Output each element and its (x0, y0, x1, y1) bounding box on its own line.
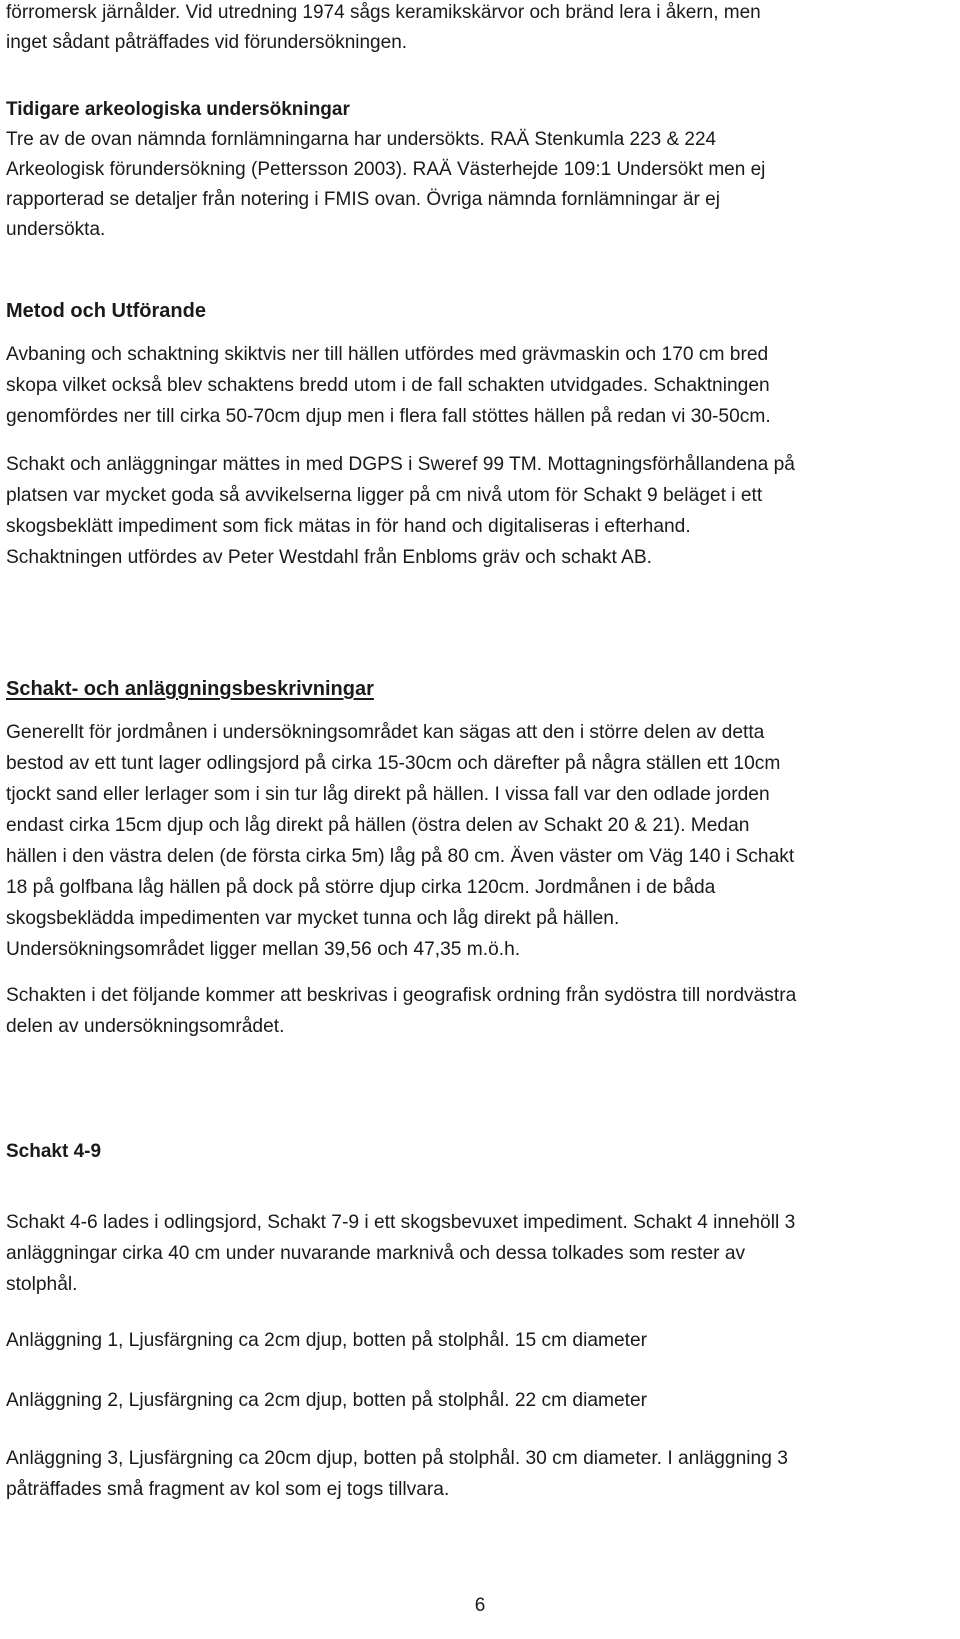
text-line: skogsbeklätt impediment som fick mätas in för hand och digitaliseras i efterhand. (6, 516, 691, 537)
text-line: skopa vilket också blev schaktens bredd utom i de fall schakten utvidgades. Schaktningen (6, 375, 770, 396)
text-line: Avbaning och schaktning skiktvis ner till hällen utfördes med grävmaskin och 170 cm bred (6, 344, 769, 365)
text-line: rapporterad se detaljer från notering i FMIS ovan. Övriga nämnda fornlämningar är ej (6, 189, 720, 210)
text-line: påträffades små fragment av kol som ej togs tillvara. (6, 1479, 450, 1500)
schakt-4-9-paragraph (6, 1207, 954, 1300)
text-line: Schakten i det följande kommer att beskrivas i geografisk ordning från sydöstra till nordvästra (6, 985, 797, 1006)
text-line: hällen i den västra delen (de första cirka 5m) låg på 80 cm. Även väster om Väg 140 i Schakt (6, 846, 795, 867)
descriptions-paragraph-1 (6, 717, 954, 965)
method-paragraph-2 (6, 449, 954, 573)
text-line: Arkeologisk förundersökning (Pettersson 2003). RAÄ Västerhejde 109:1 Undersökt men ej (6, 159, 766, 180)
feature-3-paragraph (6, 1443, 954, 1505)
method-heading: Metod och Utförande (6, 300, 206, 322)
descriptions-heading-text: Schakt- och anläggningsbeskrivningar (6, 678, 374, 700)
text-line: bestod av ett tunt lager odlingsjord på cirka 15-30cm och därefter på några ställen ett 10cm (6, 753, 781, 774)
descriptions-paragraph-2 (6, 980, 954, 1042)
text-line: skogsbeklädda impedimenten var mycket tunna och låg direkt på hällen. (6, 908, 620, 929)
text-line: anläggningar cirka 40 cm under nuvarande marknivå och dessa tolkades som rester av (6, 1243, 746, 1264)
descriptions-heading (6, 674, 954, 704)
feature-2-line: Anläggning 2, Ljusfärgning ca 2cm djup, botten på stolphål. 22 cm diameter (6, 1390, 648, 1411)
text-line: tjockt sand eller lerlager som i sin tur låg direkt på hällen. I vissa fall var den odlade jorden (6, 784, 770, 805)
text-line: förromersk järnålder. Vid utredning 1974 sågs keramikskärvor och bränd lera i åkern, men (6, 2, 761, 23)
page-number: 6 (474, 1595, 486, 1616)
text-line: Undersökningsområdet ligger mellan 39,56 och 47,35 m.ö.h. (6, 939, 521, 960)
text-line: Schaktningen utfördes av Peter Westdahl från Enbloms gräv och schakt AB. (6, 547, 652, 568)
section-heading: Tidigare arkeologiska undersökningar (6, 99, 350, 120)
text-line: delen av undersökningsområdet. (6, 1016, 285, 1037)
text-line: Tre av de ovan nämnda fornlämningarna har undersökts. RAÄ Stenkumla 223 & 224 (6, 129, 717, 150)
previous-investigations-section (6, 95, 954, 245)
text-line: undersökta. (6, 219, 106, 240)
text-line: stolphål. (6, 1274, 78, 1295)
text-line: Schakt och anläggningar mättes in med DGPS i Sweref 99 TM. Mottagningsförhållandena på (6, 454, 795, 475)
text-line: 18 på golfbana låg hällen på dock på större djup cirka 120cm. Jordmånen i de båda (6, 877, 716, 898)
text-line: endast cirka 15cm djup och låg direkt på hällen (östra delen av Schakt 20 & 21). Medan (6, 815, 750, 836)
text-line: genomfördes ner till cirka 50-70cm djup men i flera fall stöttes hällen på redan vi 30-50cm. (6, 406, 771, 427)
text-line: Schakt 4-6 lades i odlingsjord, Schakt 7-9 i ett skogsbevuxet impediment. Schakt 4 innehöll 3 (6, 1212, 796, 1233)
schakt-4-9-heading: Schakt 4-9 (6, 1141, 102, 1162)
intro-paragraph (6, 0, 954, 58)
text-line: platsen var mycket goda så avvikelserna ligger på cm nivå utom för Schakt 9 beläget i ett (6, 485, 763, 506)
text-line: inget sådant påträffades vid förundersökningen. (6, 32, 408, 53)
text-line: Generellt för jordmånen i undersökningsområdet kan sägas att den i större delen av detta (6, 722, 765, 743)
text-line: Anläggning 3, Ljusfärgning ca 20cm djup, botten på stolphål. 30 cm diameter. I anläggning 3 (6, 1448, 788, 1469)
method-paragraph-1 (6, 339, 954, 432)
feature-1-line: Anläggning 1, Ljusfärgning ca 2cm djup, botten på stolphål. 15 cm diameter (6, 1330, 648, 1351)
